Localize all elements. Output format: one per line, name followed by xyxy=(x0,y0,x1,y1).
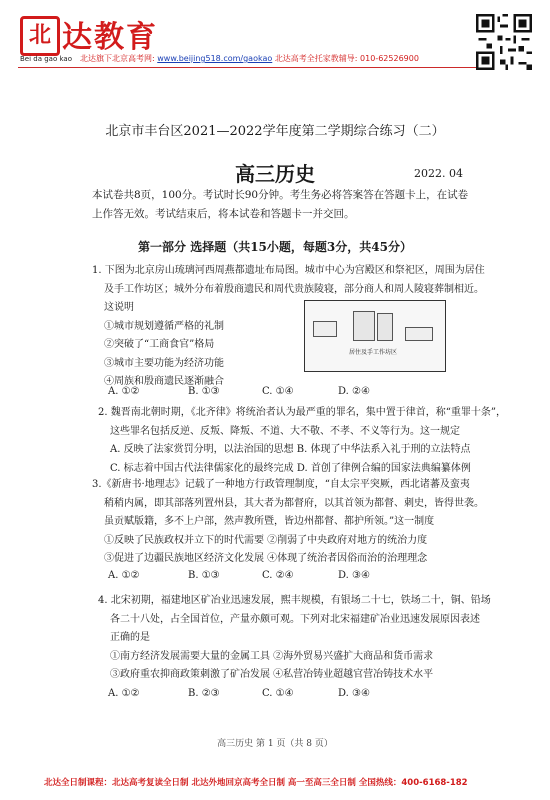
statement-line: ③促进了边疆民族地区经济文化发展 ④体现了统治者因俗而治的治理理念 xyxy=(104,553,428,564)
option-a[interactable]: A. ①② xyxy=(108,386,140,397)
header-info xyxy=(80,53,419,64)
option-d[interactable]: D. ③④ xyxy=(338,688,370,699)
page-number: 高三历史 第 1 页（共 8 页） xyxy=(217,739,333,749)
option-line[interactable]: C. 标志着中国古代法律儒家化的最终完成 D. 首创了律例合编的国家法典编纂体例 xyxy=(110,462,471,474)
logo-pinyin: Bei da gao kao xyxy=(20,55,72,63)
header-divider xyxy=(18,67,476,68)
question-line: 及手工作坊区；城外分布着殷商遗民和周代贵族陵寝，部分商人和周人陵寝葬制相近。 xyxy=(104,283,484,295)
map-feature-shape xyxy=(313,321,337,337)
statement: ③城市主要功能为经济功能 xyxy=(104,357,224,369)
exam-notice xyxy=(92,186,472,224)
exam-date: 2022. 04 xyxy=(414,167,463,180)
option-b[interactable]: B. ①③ xyxy=(188,570,220,581)
qr-code-icon xyxy=(476,14,532,70)
option-c[interactable]: C. ①④ xyxy=(262,386,294,397)
option-a[interactable]: A. ①② xyxy=(108,570,140,581)
question-line: 这说明 xyxy=(104,302,134,313)
exam-title: 北京市丰台区2021—2022学年度第二学期综合练习（二） xyxy=(105,124,445,139)
map-feature-shape xyxy=(405,327,433,341)
question-line: 2. 魏晋南北朝时期，《北齐律》将统治者认为最严重的罪名，集中置于律首，称“重罪十条”， xyxy=(98,407,506,418)
question-4 xyxy=(98,592,491,685)
site-layout-figure xyxy=(304,300,446,372)
question-line: 正确的是 xyxy=(110,632,150,643)
logo-title: 达教育 xyxy=(62,20,158,55)
option-b[interactable]: B. ②③ xyxy=(188,688,220,699)
statement-line: ①南方经济发展需要大量的金属工具 ②海外贸易兴盛扩大商品和货币需求 xyxy=(110,650,434,662)
question-3 xyxy=(92,476,484,569)
ritual-area-shape xyxy=(377,313,393,341)
question-line: 1. 下图为北京房山琉璃河西周燕都遗址布局图。城市中心为宫殿区和祭祀区，周围为居住 xyxy=(92,265,485,276)
question-line: 4. 北宋初期，福建地区矿冶业迅速发展，熙丰规模，有银场二十七，铁场二十，铜、铅场 xyxy=(98,595,491,606)
question-line: 各二十八处，占全国首位，产量亦颇可观。下列对北宋福建矿冶业迅速发展原因表述 xyxy=(110,613,480,625)
option-c[interactable]: C. ②④ xyxy=(262,570,294,581)
notice-line: 本试卷共8页，100分。考试时长90分钟。考生务必将答案答在答题卡上，在试卷 xyxy=(92,189,469,201)
question-line: 这些罪名包括反逆、反叛、降叛、不道、大不敬、不孝、不义等行为。这一规定 xyxy=(110,425,460,437)
question-line: 虽贡赋版籍，多不上户部，然声教所暨，皆边州都督、都护所领。”这一制度 xyxy=(104,516,435,527)
statement: ④周族和殷商遗民逐渐融合 xyxy=(104,376,224,387)
option-b[interactable]: B. ①③ xyxy=(188,386,220,397)
statement-line: ①反映了民族政权并立下的时代需要 ②削弱了中央政府对地方的统治力度 xyxy=(104,534,428,546)
question-line: 稍稍内属，即其部落列置州县，其大者为都督府，以其首领为都督、刺史，皆得世袭。 xyxy=(104,497,484,509)
statement: ①城市规划遵循严格的礼制 xyxy=(104,320,224,332)
section-heading: 第一部分 选择题（共15小题，每题3分，共45分） xyxy=(138,240,412,254)
notice-line: 上作答无效。考试结束后，将本试卷和答题卡一并交回。 xyxy=(92,208,355,220)
option-a[interactable]: A. ①② xyxy=(108,688,140,699)
question-2 xyxy=(98,404,506,478)
option-c[interactable]: C. ①④ xyxy=(262,688,294,699)
statement-line: ③政府重农抑商政策刺激了矿冶发展 ④私营冶铸业超越官营冶铸技术水平 xyxy=(110,669,434,680)
header-info-prefix: 北达旗下北京高考网: xyxy=(80,54,155,63)
header-info-suffix: 北达高考全托家教辅导: 010-62526900 xyxy=(274,54,419,63)
logo-badge: 北 xyxy=(20,16,60,56)
statement: ②突破了“工商食官”格局 xyxy=(104,339,215,350)
question-line: 3.《新唐书·地理志》记载了一种地方行政管理制度，“自太宗平突厥，西北诸蕃及蛮夷 xyxy=(92,479,470,490)
option-line[interactable]: A. 反映了法家赏罚分明，以法治国的思想 B. 体现了中华法系入礼于刑的立法特点 xyxy=(110,444,471,455)
palace-area-shape xyxy=(353,311,375,341)
exam-subject: 高三历史 xyxy=(235,162,315,186)
header-url-link[interactable]: www.beijing518.com/gaokao xyxy=(157,54,273,63)
option-d[interactable]: D. ②④ xyxy=(338,386,370,397)
figure-label: 居住及手工作坊区 xyxy=(349,349,398,356)
option-d[interactable]: D. ③④ xyxy=(338,570,370,581)
footer-ad-bar: 北达全日制课程：北达高考复读全日制 北达外地回京高考全日制 高一至高三全日制 全国热线：400-6168-182 xyxy=(44,778,468,788)
